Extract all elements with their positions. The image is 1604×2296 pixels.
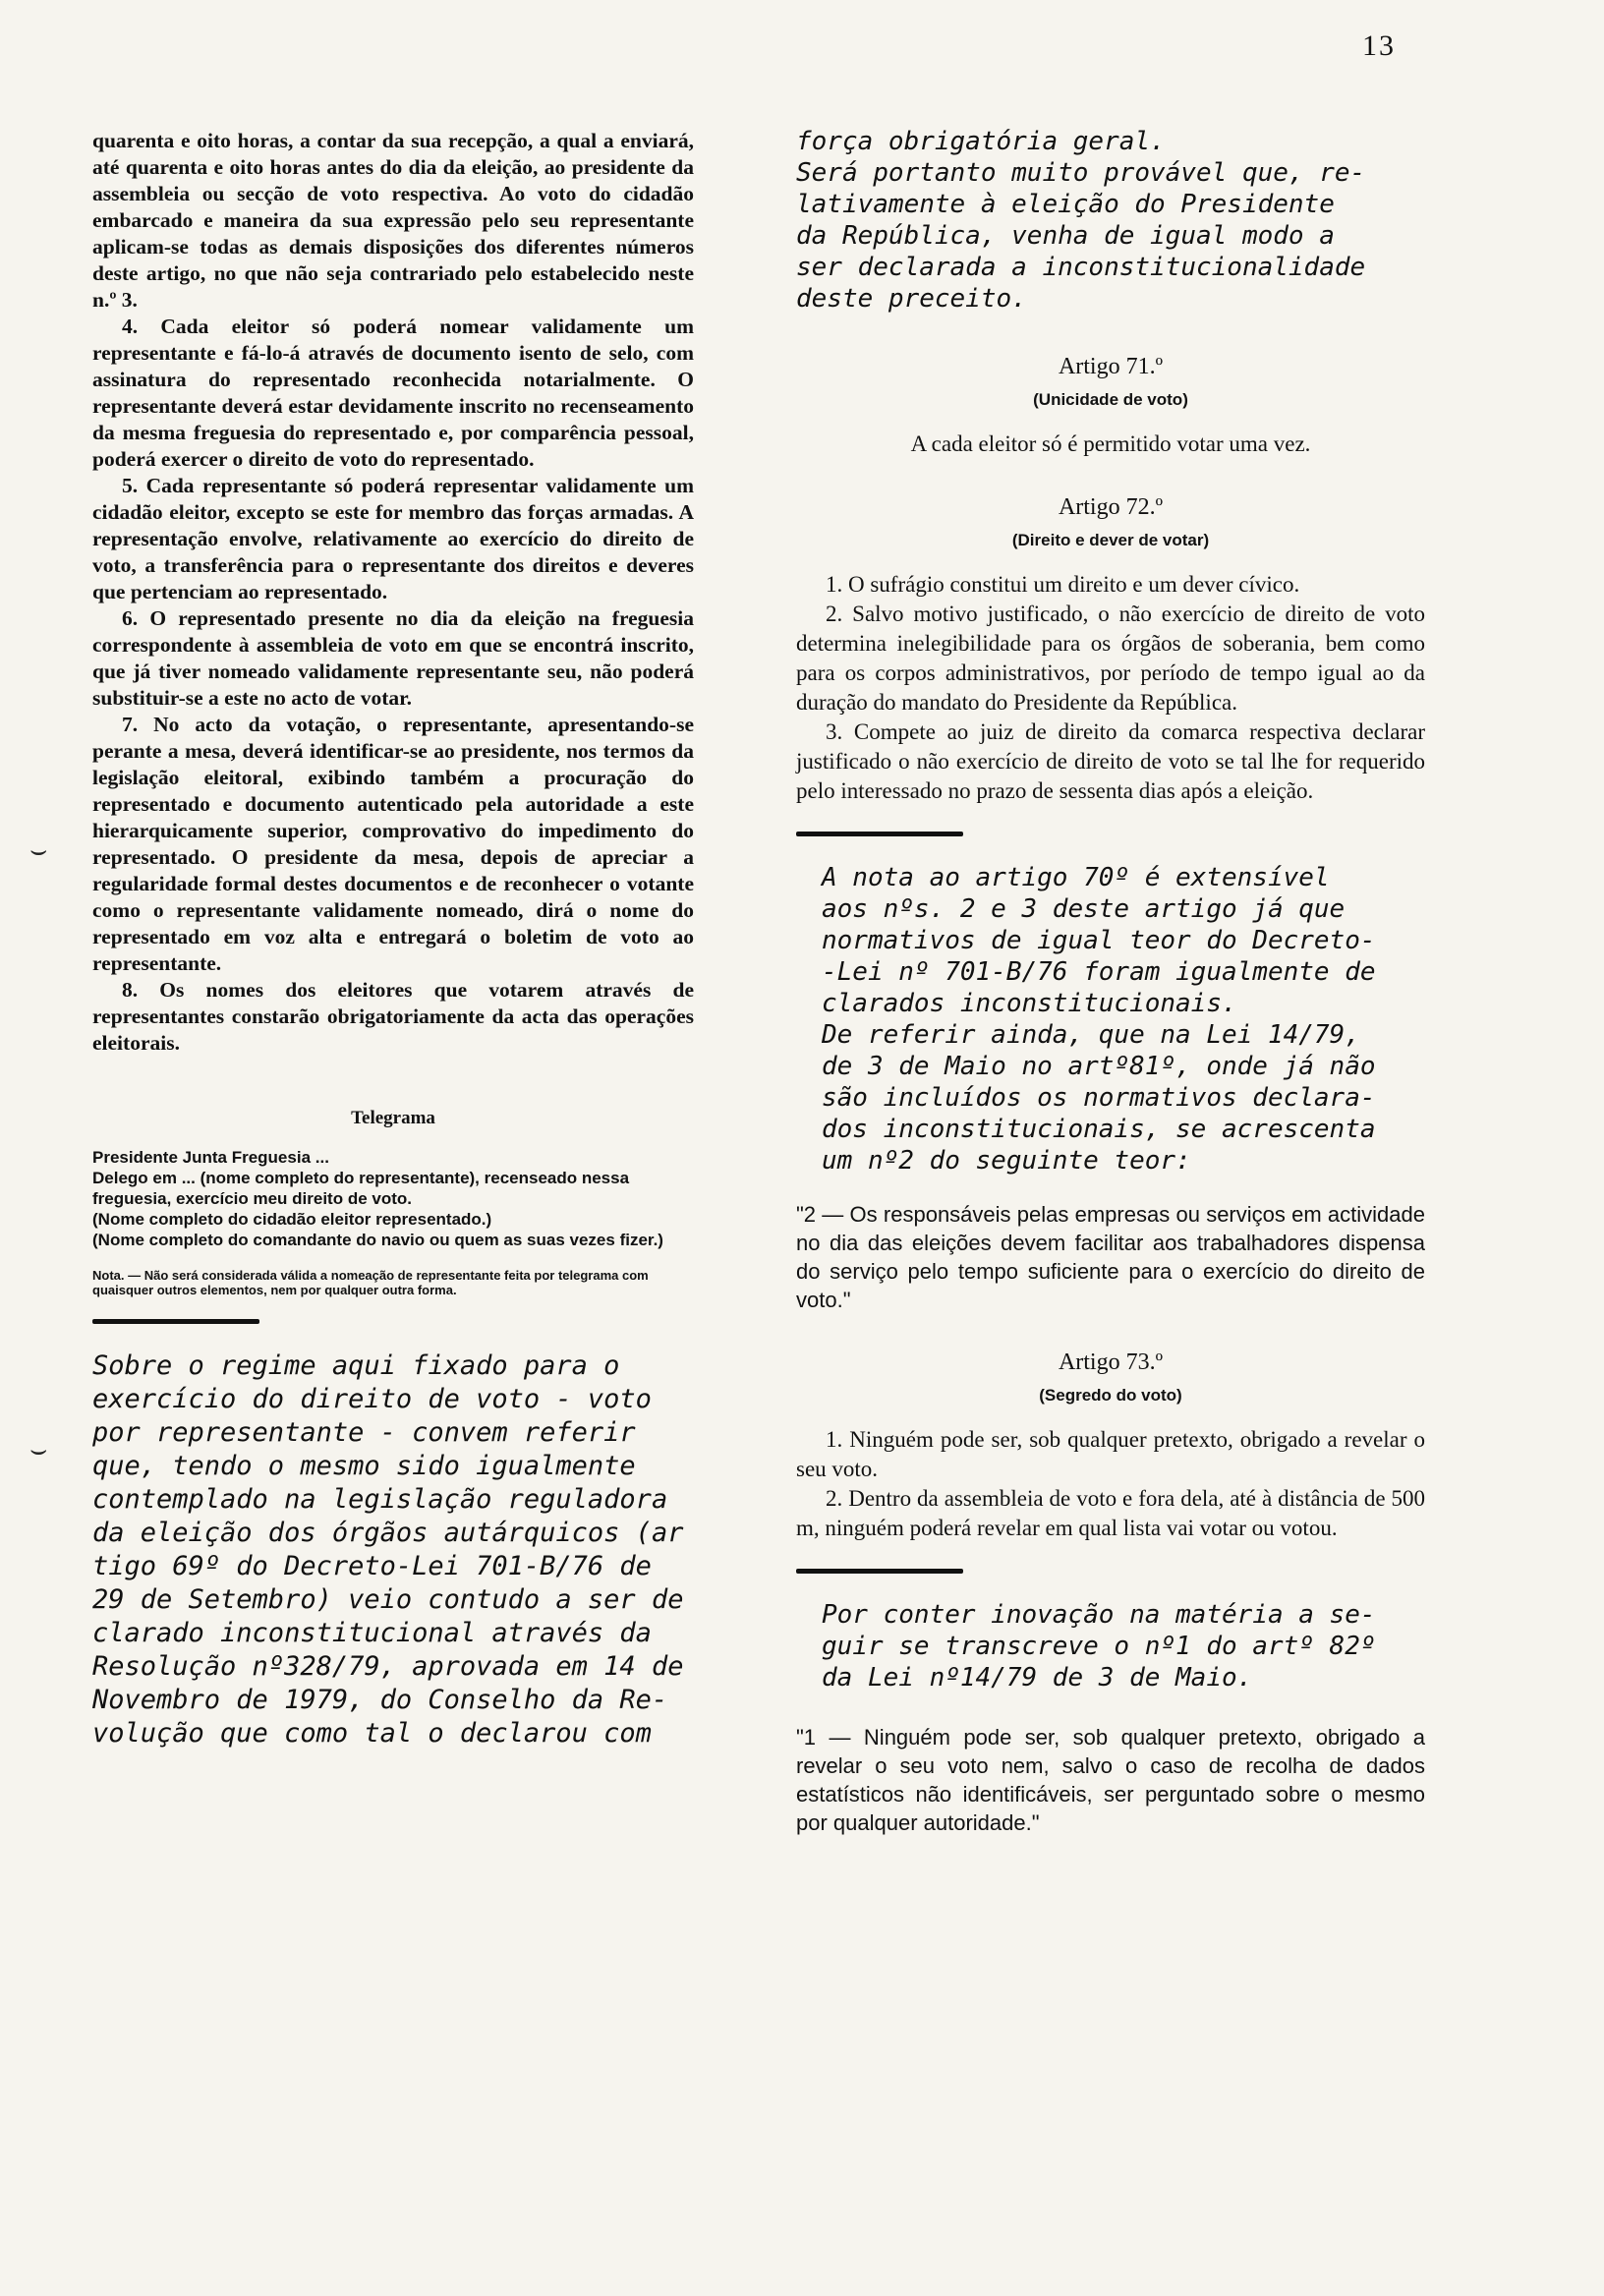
article-72-title: Artigo 72.º — [1058, 494, 1164, 520]
article-73-paragraph: 1. Ninguém pode ser, sob qualquer pretexto, obrigado a revelar o seu voto. — [796, 1427, 1425, 1481]
article-73-paragraph: 2. Dentro da assembleia de voto e fora dela, até à distância de 500 m, ninguém poderá revelar em qual lista vai votar ou votou. — [796, 1486, 1425, 1540]
article-73-subtitle: (Segredo do voto) — [1039, 1386, 1182, 1405]
section-divider — [796, 832, 963, 836]
typed-annotation-continuation: força obrigatória geral. Será portanto muito provável que, re- lativamente à eleição do Presidente da República, venha de igual modo a ser declarada a inconstitucionalidade deste preceito. — [796, 127, 1366, 314]
typed-annotation-2: A nota ao artigo 70º é extensível aos nºs. 2 e 3 deste artigo já que normativos de igual teor do Decreto- -Lei nº 701-B/76 foram igualmente de clarados inconstitucionais. De referir ainda, que na Lei 14/79, de 3 de Maio no artº81º, onde já não são incluídos os normativos declara- dos inconstitucionais, se acrescenta um nº2 do seguinte teor: — [822, 863, 1376, 1176]
article-73-title: Artigo 73.º — [1058, 1349, 1164, 1375]
typed-annotation-3: Por conter inovação na matéria a se- guir se transcreve o nº1 do artº 82º da Lei nº14/79 de 3 de Maio. — [822, 1600, 1376, 1693]
quoted-law-text: "1 — Ninguém pode ser, sob qualquer pretexto, obrigado a revelar o seu voto nem, salvo o caso de recolha de dados estatísticos não identificáveis, ser perguntado sobre o mesmo por qualquer autoridade." — [796, 1725, 1425, 1835]
article-71-subtitle: (Unicidade de voto) — [1033, 390, 1188, 409]
margin-mark-icon: ⌣ — [29, 1435, 48, 1465]
paragraph-item-5: 5. Cada representante só poderá representar validamente um cidadão eleitor, excepto se este for membro das forças armadas. A representação envolve, relativamente ao exercício do direito de voto, a transferência para o representante dos direitos e deveres que pertenciam ao representado. — [92, 474, 694, 603]
paragraph-item-8: 8. Os nomes dos eleitores que votarem através de representantes constarão obrigatoriamente da acta das operações eleitorais. — [92, 978, 694, 1055]
article-72-subtitle: (Direito e dever de votar) — [1011, 531, 1210, 549]
article-72-paragraph: 1. O sufrágio constitui um direito e um dever cívico. — [826, 572, 1300, 597]
article-71-title: Artigo 71.º — [1058, 354, 1164, 379]
right-column — [796, 126, 1425, 1837]
article-71-text: A cada eleitor só é permitido votar uma vez. — [910, 431, 1311, 456]
typed-annotation: Sobre o regime aqui fixado para o exercício do direito de voto - voto por representante - convem referir que, tendo o mesmo sido igualmente contemplado na legislação reguladora da eleição dos órgãos autárquicos (ar tigo 69º do Decreto-Lei 701-B/76 de 29 de Setembro) veio contudo a ser de clarado inconstitucional através da Resolução nº328/79, aprovada em 14 de Novembro de 1979, do Conselho da Re- volução que como tal o declarou com — [92, 1350, 684, 1749]
article-72-paragraph: 2. Salvo motivo justificado, o não exercício de direito de voto determina inelegibilidade para os órgãos de soberania, bem como para os corpos administrativos, por período de tempo igual ao da duração do mandato do Presidente da República. — [796, 602, 1425, 715]
section-divider — [92, 1319, 259, 1324]
telegram-model — [92, 1108, 694, 1297]
telegram-line: Presidente Junta Freguesia ... — [92, 1148, 329, 1167]
paragraph-item-4: 4. Cada eleitor só poderá nomear validamente um representante e fá-lo-á através de documento isento de selo, com assinatura do representado reconhecida notarialmente. O representante deverá estar devidamente inscrito no recenseamento da mesma freguesia do representado e, por comparência pessoal, poderá exercer o direito de voto do representado. — [92, 315, 694, 471]
telegram-line: (Nome completo do cidadão eleitor representado.) — [92, 1210, 492, 1229]
telegram-title: Telegrama — [351, 1108, 435, 1128]
paragraph-item-7: 7. No acto da votação, o representante, apresentando-se perante a mesa, deverá identificar-se ao presidente, nos termos da legislação eleitoral, exibindo também a procuração do representado e documento autenticado pela autoridade a este hierarquicamente superior, comprovativo do impedimento do representado. O presidente da mesa, depois de apreciar a regularidade formal destes documentos e de reconhecer o votante como o representante validamente nomeado, dirá o nome do representado em voz alta e entregará o boletim de voto ao representante. — [92, 713, 694, 975]
telegram-line: (Nome completo do comandante do navio ou quem as suas vezes fizer.) — [92, 1231, 663, 1249]
margin-mark-icon: ⌣ — [29, 835, 48, 866]
telegram-line: Delego em ... (nome completo do representante), recenseado nessa freguesia, exercício meu direito de voto. — [92, 1169, 630, 1208]
article-72-paragraph: 3. Compete ao juiz de direito da comarca respectiva declarar justificado o não exercício de direito de voto se tal lhe for requerido pelo interessado no prazo de sessenta dias após a eleição. — [796, 719, 1425, 803]
page-number: 13 — [1362, 29, 1396, 62]
section-divider — [796, 1569, 963, 1574]
paragraph-item-6: 6. O representado presente no dia da eleição na freguesia correspondente à assembleia de voto em que se encontrá inscrito, que já tiver nomeado validamente representante seu, não poderá substituir-se a este no acto de votar. — [92, 606, 694, 710]
quoted-law-text: "2 — Os responsáveis pelas empresas ou serviços em actividade no dia das eleições devem facilitar aos trabalhadores dispensa do serviço pelo tempo suficiente para o exercício do direito de voto." — [796, 1202, 1425, 1312]
left-column — [92, 128, 694, 1751]
telegram-note: Nota. — Não será considerada válida a nomeação de representante feita por telegrama com quaisquer outros elementos, nem por qualquer outra forma. — [92, 1268, 649, 1297]
paragraph-continuation: quarenta e oito horas, a contar da sua recepção, a qual a enviará, até quarenta e oito horas antes do dia da eleição, ao presidente da assembleia ou secção de voto respectiva. Ao voto do cidadão embarcado e maneira da sua expressão pelo seu representante aplicam-se todas as demais disposições dos diferentes números deste artigo, no que não seja contrariado pelo estabelecido neste n.º 3. — [92, 129, 694, 312]
